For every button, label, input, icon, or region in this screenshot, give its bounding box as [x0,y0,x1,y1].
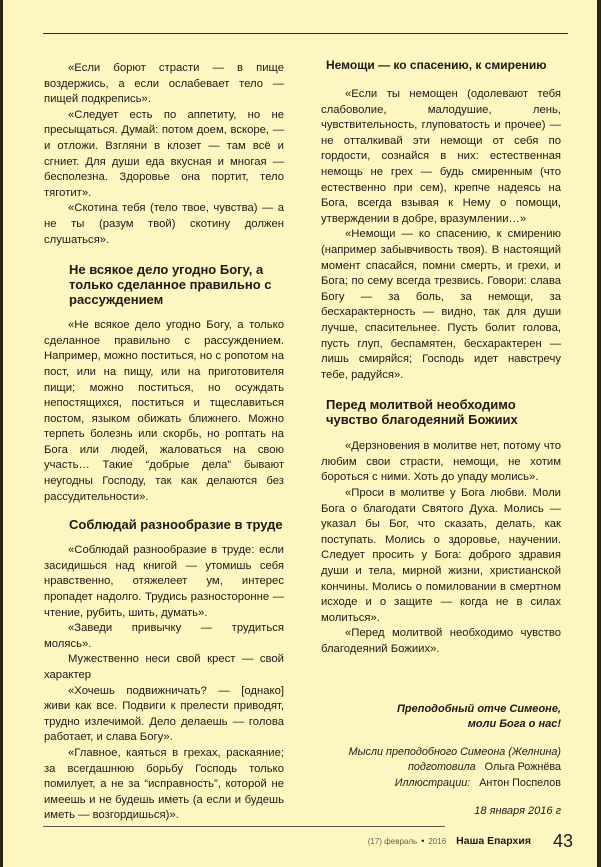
footer-separator: • [421,836,425,846]
paragraph: «Не всякое дело угодно Богу, а только сделанное правильно с рассуждением. Например, можно поститься, но с ропотом на пост, или на пищу, или на приготовителя пищи; можно поститься, но осуждать непостящихся, поститься и тщеславиться постом, языком обижать ближнего. Можно терпеть болезнь или скорбь, но роптать на Бога или людей, жаловаться на свою участь… Такие “добрые дела” бывают неугодны Господу, так как делаются без рассудительности». [44,319,284,503]
article-date: 18 января 2016 г [474,804,561,817]
paragraph: «Перед молитвой необходимо чувство благодеяний Божиих». [321,627,561,655]
paragraph: «Заведи привычку — трудиться молясь». [44,622,284,650]
section-heading: Немощи — ко спасению, к смирению [326,58,547,72]
credit-prepared-name: Ольга Рожнёва [484,761,561,774]
bottom-divider [43,826,445,827]
footer-issue: (17) февраль [367,836,418,846]
credit-source [321,745,561,761]
footer-year: 2016 [428,836,447,846]
section-heading: Перед молитвой необходимо чувство благодеяний Божиих [326,397,518,428]
paragraph: «Дерзновения в молитве нет, потому что любим свои страсти, немощи, не хотим бороться с ними. Хоть до упаду молись». [321,440,561,484]
paragraph: «Немощи — ко спасению, к смирению (например забывчивость твоя). В настоящий момент спасайся, помни смерть, и грехи, и Бога; по сему всегда трезвись. Говори: слава Богу — за боль, за немощи, за бесхарактерность — видно, так для души лучше, спасительнее. Пусть болит голова, пусть глуп, беспамятен, бесхарактерен — лишь смиряйся; Господь идет навстречу тебе, радуйся». [321,228,561,381]
paragraph: «Главное, каяться в грехах, раскаяние; за всегдашнюю борьбу Господь только помилует, а не за “исправность”, которой не имеешь и не будешь иметь (а если и будешь иметь — возгордишься)». [44,746,284,822]
paragraph: «Если борют страсти — в пище воздержись, а если ослабевает тело — пищей подкрепись». [44,62,284,106]
credit-illustrations [321,776,561,792]
credit-source-text: Мысли преподобного Симеона (Желнина) [348,745,561,758]
footer-magazine-name: Наша Епархия [456,835,531,847]
paragraph: Мужественно неси свой крест — свой характер [44,653,284,681]
paragraph: «Проси в молитве у Бога любви. Моли Бога о благодати Святого Духа. Молись — указал бы Бог, что сказать, делать, как поступать. Молись о здоровье, научении. Следует просить у Бога: доброго здравия души и тела, мирной жизни, христианской кончины. Молись о помиловании в смертном исходе и о защите — когда не в силах молиться». [321,487,561,624]
left-column [44,61,284,824]
credit-illustrations-label: Иллюстрации: [394,776,471,789]
invocation-line: моли Бога о нас! [467,718,561,731]
page-number: 43 [552,830,573,851]
credit-illustrations-name: Антон Поспелов [479,776,561,789]
paragraph: «Скотина тебя (тело твое, чувства) — а не ты (разум твой) скотину должен слушаться». [44,202,284,246]
right-column [321,58,561,819]
credit-prepared-label: подготовила [407,761,476,774]
invocation-line: Преподобный отче Симеоне, [396,702,561,715]
paragraph: «Соблюдай разнообразие в труде: если засидишься над книгой — утомишь себя нравственно, отяжелеет ум, интерес пропадет надолго. Трудись разносторонне — чтение, рубить, шить, думать». [44,544,284,619]
paragraph: «Хочешь подвижничать? — [однако] живи как все. Подвиги к прелести приводят, трудно излечимой. Дело делаешь — голова работает, и слава Богу». [44,684,284,744]
paragraph: «Если ты немощен (одолевают тебя слабоволие, малодушие, лень, чувствительность, глуповатость и прочее) — не отталкивай эти немощи от себя по гордости, сознайся в них: естественная немощь не грех — будь смиренным (что естественно при сем), крепче надеясь на Бога, всегда взывая к Нему о помощи, утверждении в добре, вразумлении…» [321,88,561,225]
paragraph: «Следует есть по аппетиту, но не пресыщаться. Думай: потом доем, вскоре, — и отложи. Взгляни в клозет — там всё и сгниет. Для души еда вкусная и многая — бесполезна. Здоровье она портит, тело тяготит». [44,108,284,199]
section-heading: Не всякое дело угодно Богу, а только сделанное правильно с рассуждением [69,262,272,308]
page-footer [343,830,573,852]
credit-prepared [321,760,561,776]
magazine-page [3,0,597,867]
section-heading: Соблюдай разнообразие в труде [69,517,283,533]
top-divider [43,33,568,34]
